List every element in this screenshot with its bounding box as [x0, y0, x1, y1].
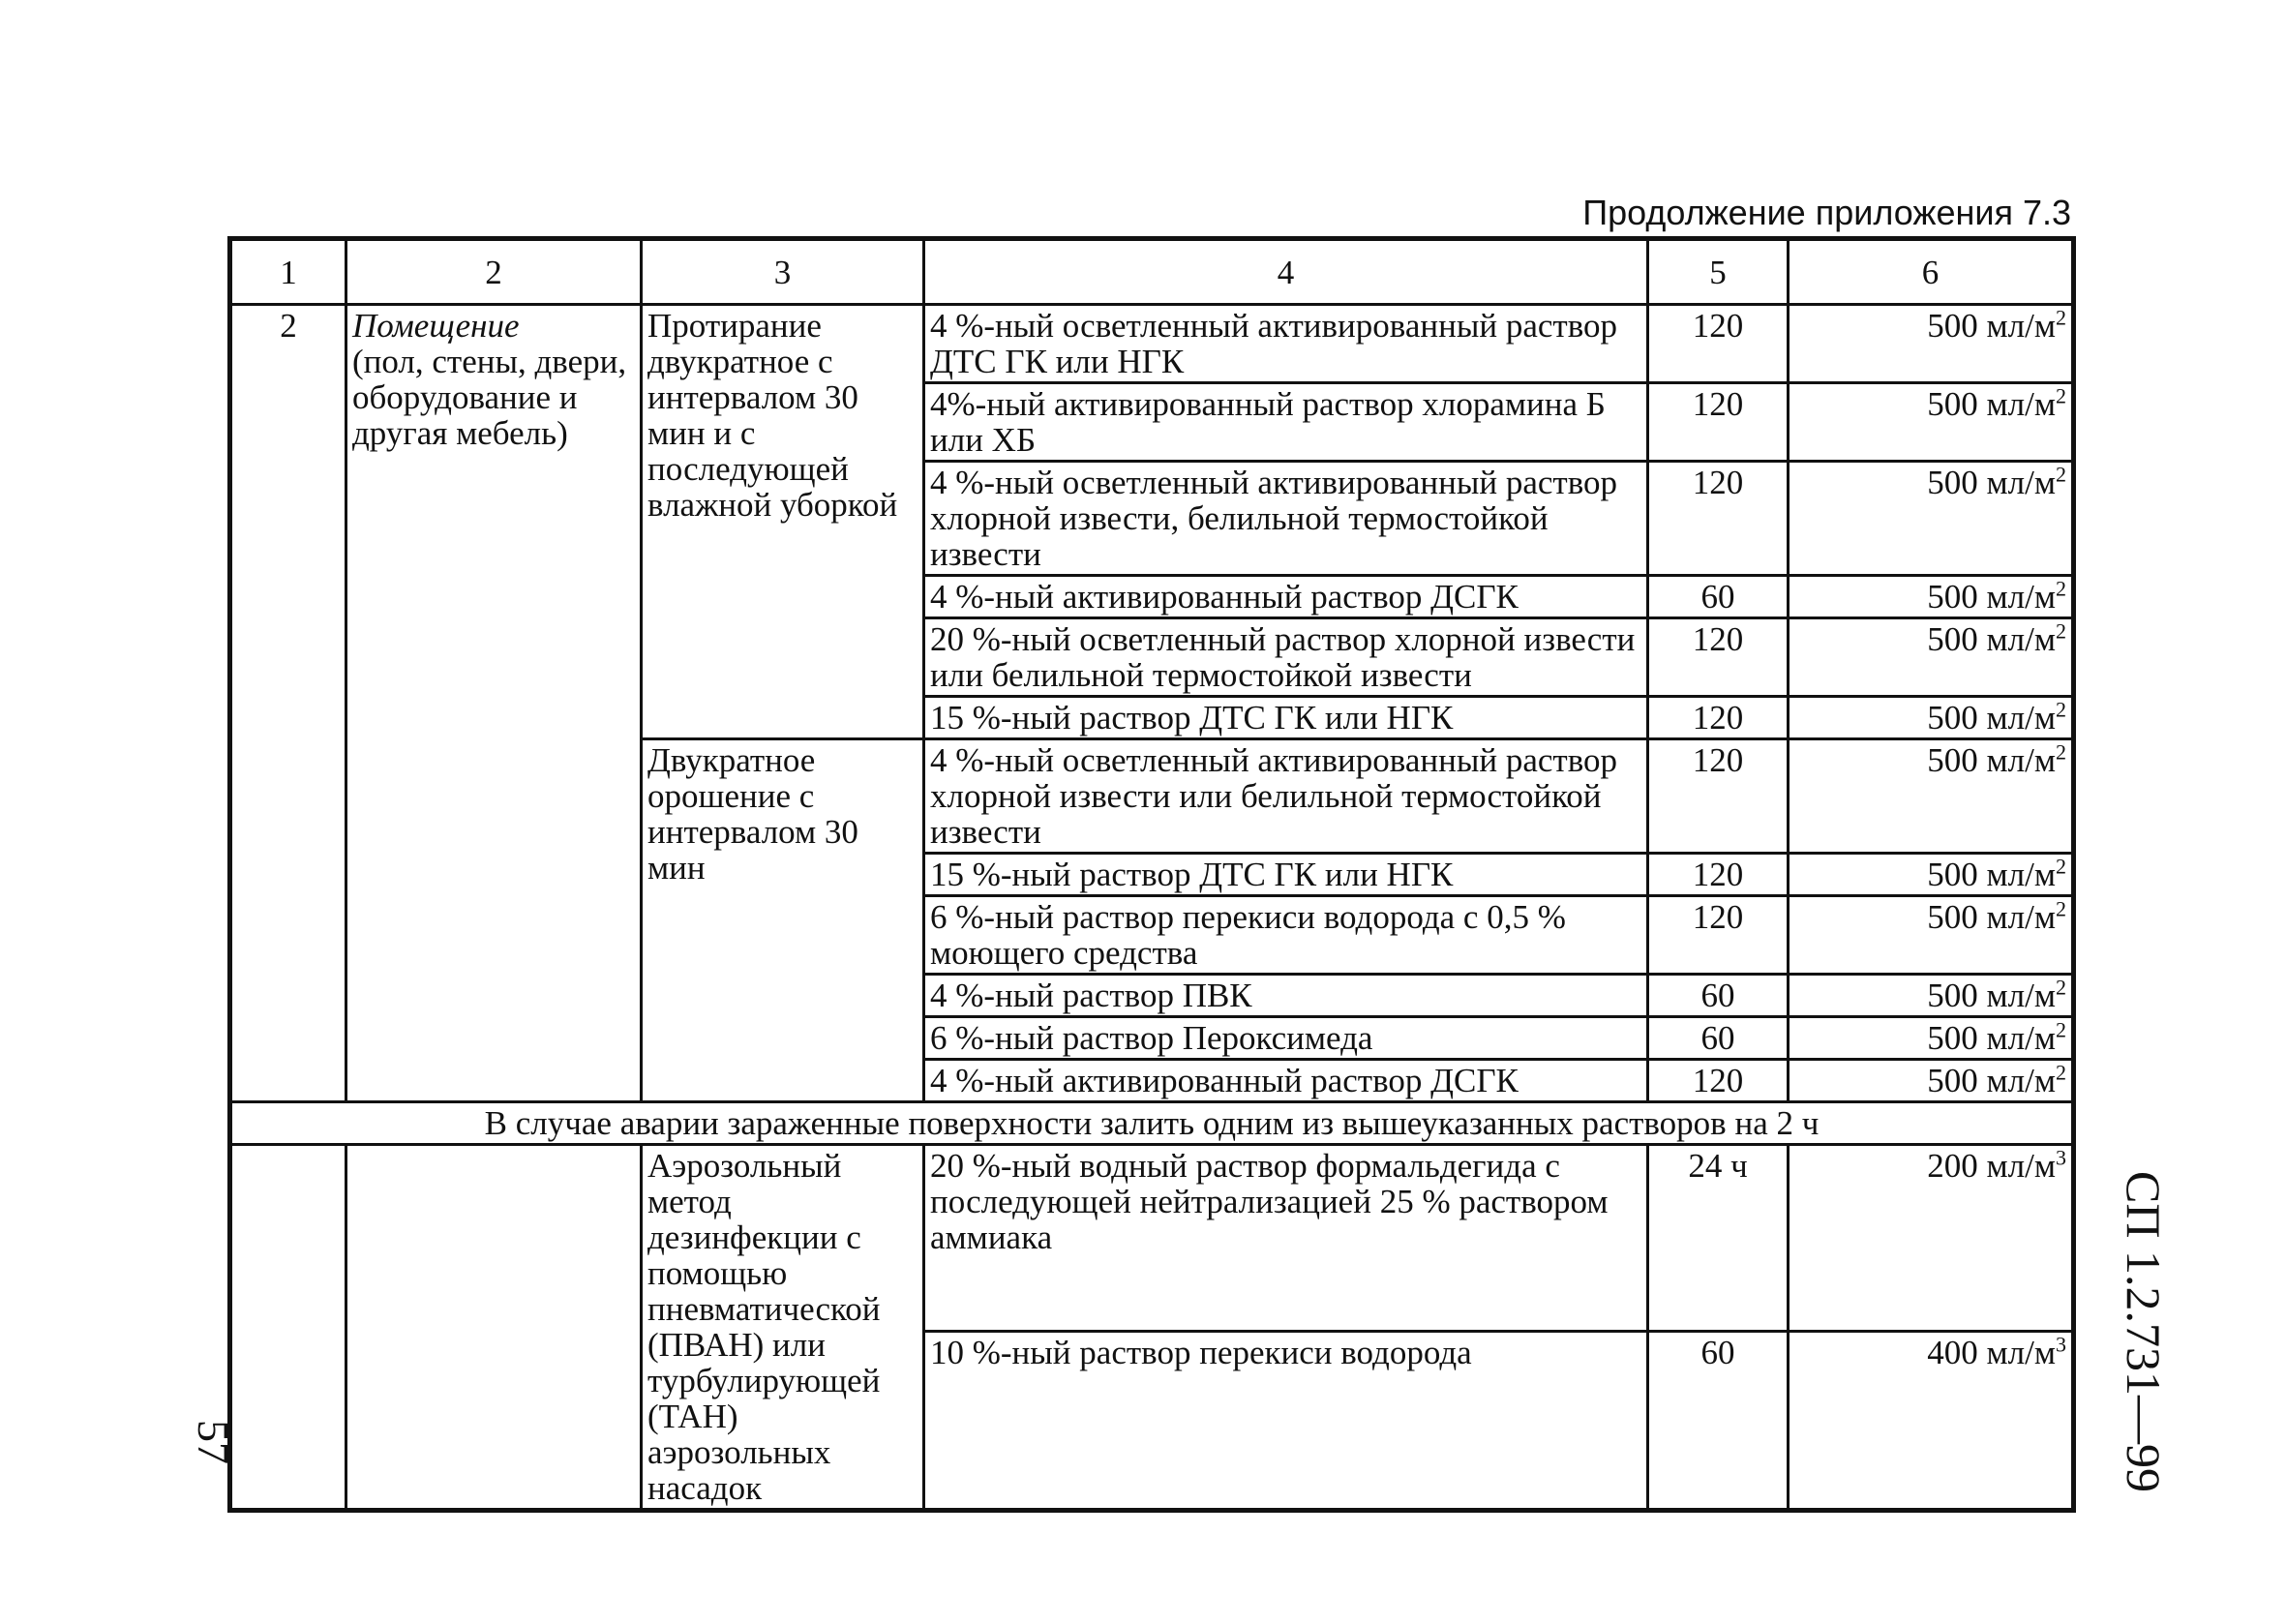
dose-cell	[1789, 975, 2074, 1017]
dose-cell	[1789, 576, 2074, 618]
dose-cell	[1789, 305, 2074, 383]
dose-value: 500 мл/м	[1927, 977, 2056, 1014]
dose-value: 200 мл/м	[1927, 1147, 2056, 1185]
dose-value: 400 мл/м	[1927, 1334, 2056, 1371]
accident-note: В случае аварии зараженные поверхности залить одним из вышеуказанных растворов на 2 ч	[230, 1102, 2074, 1145]
dose-cell	[1789, 383, 2074, 462]
dose-cell	[1789, 1332, 2074, 1511]
time-cell: 120	[1648, 739, 1789, 854]
time-cell: 60	[1648, 1332, 1789, 1511]
time-cell: 120	[1648, 462, 1789, 576]
time-cell: 120	[1648, 305, 1789, 383]
agent-cell: 6 %-ный раствор перекиси водорода с 0,5 % моющего средства	[924, 896, 1648, 975]
time-cell: 120	[1648, 896, 1789, 975]
table-row	[230, 1102, 2074, 1145]
dose-cell	[1789, 896, 2074, 975]
unit-exponent: 3	[2056, 1145, 2066, 1170]
unit-exponent: 2	[2056, 1017, 2066, 1042]
dose-value: 500 мл/м	[1927, 385, 2056, 423]
page-number: 57	[189, 1420, 238, 1464]
header-row	[230, 239, 2074, 305]
empty-cell	[230, 1145, 346, 1511]
agent-cell: 15 %-ный раствор ДТС ГК или НГК	[924, 697, 1648, 739]
agent-cell: 4 %-ный активированный раствор ДСГК	[924, 1060, 1648, 1102]
row-number: 2	[230, 305, 346, 1102]
agent-cell: 4 %-ный осветленный активированный раствор хлорной извести или белильной термостойкой извести	[924, 739, 1648, 854]
unit-exponent: 2	[2056, 305, 2066, 330]
agent-cell: 15 %-ный раствор ДТС ГК или НГК	[924, 854, 1648, 896]
dose-value: 500 мл/м	[1927, 898, 2056, 936]
disinfection-table	[227, 236, 2076, 1513]
time-cell: 120	[1648, 1060, 1789, 1102]
column-header: 4	[924, 239, 1648, 305]
time-cell: 120	[1648, 618, 1789, 697]
dose-value: 500 мл/м	[1927, 620, 2056, 658]
dose-value: 500 мл/м	[1927, 856, 2056, 893]
dose-cell	[1789, 739, 2074, 854]
object-detail: (пол, стены, двери, оборудование и другая мебель)	[352, 343, 627, 452]
dose-cell	[1789, 1145, 2074, 1332]
time-cell: 60	[1648, 576, 1789, 618]
dose-cell	[1789, 618, 2074, 697]
document-code: СП 1.2.731—99	[2117, 1171, 2171, 1492]
unit-exponent: 2	[2056, 975, 2066, 1000]
unit-exponent: 2	[2056, 697, 2066, 722]
agent-cell: 20 %-ный водный раствор формальдегида с последующей нейтрализацией 25 % раствором аммиака	[924, 1145, 1648, 1332]
dose-cell	[1789, 1060, 2074, 1102]
dose-cell	[1789, 462, 2074, 576]
column-header: 2	[346, 239, 642, 305]
unit-exponent: 2	[2056, 896, 2066, 921]
dose-value: 500 мл/м	[1927, 464, 2056, 501]
time-cell: 60	[1648, 975, 1789, 1017]
agent-cell: 4 %-ный осветленный активированный раствор ДТС ГК или НГК	[924, 305, 1648, 383]
agent-cell: 10 %-ный раствор перекиси водорода	[924, 1332, 1648, 1511]
dose-value: 500 мл/м	[1927, 1019, 2056, 1057]
dose-value: 500 мл/м	[1927, 699, 2056, 737]
column-header: 3	[642, 239, 924, 305]
time-cell: 120	[1648, 854, 1789, 896]
unit-exponent: 2	[2056, 1060, 2066, 1085]
dose-value: 500 мл/м	[1927, 1062, 2056, 1099]
column-header: 5	[1648, 239, 1789, 305]
dose-value: 500 мл/м	[1927, 307, 2056, 345]
time-cell: 60	[1648, 1017, 1789, 1060]
unit-exponent: 2	[2056, 383, 2066, 408]
agent-cell: 4 %-ный раствор ПВК	[924, 975, 1648, 1017]
unit-exponent: 2	[2056, 854, 2066, 879]
table-row	[230, 305, 2074, 383]
method-cell: Протирание двукратное с интервалом 30 мин и с последующей влажной уборкой	[642, 305, 924, 739]
time-cell: 120	[1648, 383, 1789, 462]
table-row	[230, 1145, 2074, 1332]
agent-cell: 4 %-ный осветленный активированный раствор хлорной извести, белильной термостойкой извести	[924, 462, 1648, 576]
empty-cell	[346, 1145, 642, 1511]
time-cell: 24 ч	[1648, 1145, 1789, 1332]
column-header: 6	[1789, 239, 2074, 305]
table-caption: Продолжение приложения 7.3	[1582, 193, 2071, 232]
dose-cell	[1789, 1017, 2074, 1060]
agent-cell: 6 %-ный раствор Пероксимеда	[924, 1017, 1648, 1060]
object-cell	[346, 305, 642, 1102]
unit-exponent: 2	[2056, 739, 2066, 765]
agent-cell: 4%-ный активированный раствор хлорамина Б или ХБ	[924, 383, 1648, 462]
method-cell: Двукратное орошение с интервалом 30 мин	[642, 739, 924, 1102]
method-cell: Аэрозольный метод дезинфекции с помощью пневматической (ПВАН) или турбулирующей (ТАН) аэрозольных насадок	[642, 1145, 924, 1511]
unit-exponent: 2	[2056, 462, 2066, 487]
dose-value: 500 мл/м	[1927, 578, 2056, 616]
unit-exponent: 3	[2056, 1332, 2066, 1357]
agent-cell: 4 %-ный активированный раствор ДСГК	[924, 576, 1648, 618]
unit-exponent: 2	[2056, 618, 2066, 644]
dose-cell	[1789, 854, 2074, 896]
time-cell: 120	[1648, 697, 1789, 739]
object-title: Помещение	[352, 307, 520, 345]
dose-value: 500 мл/м	[1927, 741, 2056, 779]
dose-cell	[1789, 697, 2074, 739]
agent-cell: 20 %-ный осветленный раствор хлорной извести или белильной термостойкой извести	[924, 618, 1648, 697]
unit-exponent: 2	[2056, 576, 2066, 601]
column-header: 1	[230, 239, 346, 305]
